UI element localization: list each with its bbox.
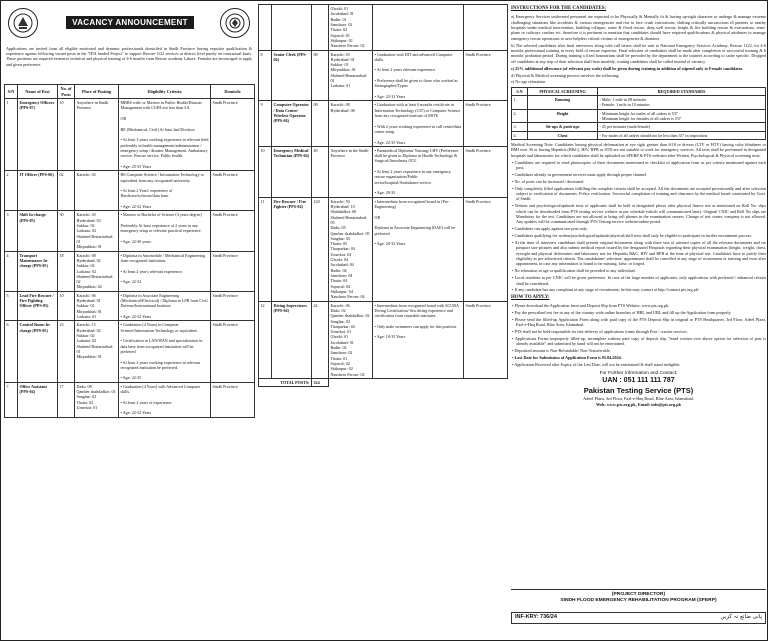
bullet-text: Candidates can apply against one post only. [514, 226, 588, 232]
std-cell-screening: Height [528, 109, 598, 123]
cell-num-posts: 24 [312, 301, 329, 378]
candidate-bullets [511, 160, 766, 293]
cell-domicile: Sindh Province [211, 99, 255, 171]
cell-place: Karachi: 20 Hyderabad: 03 Sukkur: 02 Larkana: 02 Shaheed Benazirabad: 01 Mirpurkhas: 01 [75, 211, 119, 251]
cell-sn: 10 [259, 146, 272, 197]
cell-num-posts: 17 [58, 382, 75, 417]
cell-post-name: Lead Fire Rescuer / Fire Fighting Officer (PPS-05) [18, 291, 58, 321]
posts-table-right [258, 4, 508, 387]
bullet-icon: • [512, 171, 515, 177]
bullet-icon: • [512, 355, 515, 361]
cell-post-name: Diving Supervisors (PPS-04) [272, 301, 312, 378]
cell-post-name: Emergency Medical Technician (PPS-04) [272, 146, 312, 197]
how-to-apply-title: HOW TO APPLY: [511, 294, 550, 300]
std-cell-standard: - 25 per minutes (male/female) [598, 123, 766, 131]
header-place: Place of Posting [75, 85, 119, 99]
bullet-icon: • [512, 159, 515, 165]
bullet-text: Only completely filled applications fulfilling the complete criteria shall be accepted. All the documents are accepted provisionally and after selection subject to verification of documents. Police verification. Successful completion of training and clearance by the medical board constituted by Govt. of Sindh. [514, 185, 767, 202]
std-cell-screening: Chest [528, 131, 598, 139]
list-item [511, 275, 766, 286]
cell-criteria: BS Computer Science / Information Technology or equivalent from any recognized university. • At least 2 Years' experience of Hardware/software/data base. • Age: 22-32 Years [119, 171, 211, 211]
how-text: Application Received after Expiry of the Last Date, will not be entertained & shall stand ineligible. [514, 361, 681, 367]
cell-sn: 5 [5, 291, 18, 321]
cell-domicile: Sindh Province [211, 382, 255, 417]
bullet-icon: • [512, 185, 515, 191]
cell-place: Anywhere in the Sindh Province [329, 146, 373, 197]
footer-bar [511, 612, 766, 624]
list-item [511, 317, 766, 328]
total-row [259, 378, 508, 386]
table-row [5, 99, 255, 171]
list-item [511, 329, 766, 334]
cell-place: Karachi: 02 [75, 171, 119, 211]
table-row [5, 171, 255, 211]
instruction-item: d) Physical & Medical screening process involves the following; [511, 72, 620, 78]
header-num: No. of Posts [58, 85, 75, 99]
list-item [511, 268, 766, 273]
emblem-icon [8, 8, 38, 38]
cell-sn: 11 [259, 197, 272, 301]
cell-post-name: Transport Maintenance In-charge (PPS-05) [18, 251, 58, 291]
cell-domicile: Sindh Province [464, 301, 508, 378]
how-text: Applications Forms improperly filled-up, incomplete without paid copy of deposit slip, "hand written over above option for selection of post is already available" and submitted by hand will not be entertained. [514, 335, 766, 347]
how-to-apply-list [511, 303, 766, 367]
table-row [5, 291, 255, 321]
how-text: Last Date for Submission of Application Form is 05.04.2024. [514, 355, 622, 361]
bullet-icon: • [512, 335, 515, 341]
list-item [511, 355, 766, 360]
cell-sn: 4 [5, 251, 18, 291]
posts-table-left [4, 84, 255, 418]
header-criteria: Eligibility Criteria [119, 85, 211, 99]
cell-post-name: Senior Clerk (PPS-04) [272, 50, 312, 101]
header-domicile: Domicile [211, 85, 255, 99]
cell-post-name: Emergency Officers (PPS-07) [18, 99, 58, 171]
table-row [259, 301, 508, 378]
column-left [4, 4, 254, 638]
cell-num-posts: 08 [312, 50, 329, 101]
how-text: Pay the prescribed test fee in any of the country wide online branches of HBL and UBL and fill up the Application form properly. [514, 309, 732, 315]
instruction-item: a) Emergency Services uniformed personnel are expected to be Physically & Mentally fit & having up-right character to undergo & manage extreme challenging situations like accidents & various emergencies and rise to face crush extrications, shifting critically unconscious ill patients to nearby hospitals under medical intervention, building collapse, water & flood rescue, deep well rescue, height & fire building rescue & evacuations, semi-plane or railways crashes etc. therefore it is pertinent to mention that candidates should have required qualifications & physical attributes to manage emergency rescue operations to save helpless critical victims of emergencies & disasters. [511, 14, 766, 41]
bullet-icon: • [512, 268, 515, 274]
cell-place: Karachi: 08 Hyderabad: 02 Sukkur: 02 Larkana: 02 Shaheed Benazirabad: 02 Mirpurkhas: 02 [75, 251, 119, 291]
list-item [511, 303, 766, 308]
seal-icon [220, 8, 250, 38]
bullet-text: If any candidate has any complaint at any stage of recruitment, he/she may contact at http://contact.pts.org.pk/ [514, 287, 699, 293]
bullet-icon: • [512, 239, 515, 245]
cell-criteria: • Diploma in Associate Engineering (Mechanical/Electrical) / Diploma in LFR from Civil Defense/International Institute. • Age: 22-32 Years [119, 291, 211, 321]
cell-post-name: Shift In-charge (PPS-05) [18, 211, 58, 251]
header-name: Name of Post [18, 85, 58, 99]
bullet-icon: • [512, 329, 515, 335]
std-cell-sn: 3. [512, 123, 528, 131]
bullet-icon: • [512, 348, 515, 354]
table-row [259, 50, 508, 101]
cell-post-name: Fire Rescuer / Fire Fighter (PPS-04) [272, 197, 312, 301]
bullet-text: Candidates already in government services must apply through proper channel. [514, 171, 648, 177]
std-header-standards: REQUIRED STANDARDS [598, 87, 766, 95]
bullet-icon: • [512, 287, 515, 293]
list-item [511, 310, 766, 315]
cell-place: Karachi: 08 Hyderabad: 08 [329, 101, 373, 147]
cell-domicile [464, 5, 508, 51]
bullet-text: At the time of interview candidates shall present original documents along with three sets of attested copies of all the relevant documents and six passport size pictures and also submit medical report issued by the designated Hospitals regarding their physical examination (height, weight, chest, eyesight and physical deformities and laboratory test for Hepatitis B&C, HIV and BPR at the time of physical test. Candidates have to justify their eligibility as per advertised criteria. The candidature/ selection/ appointment shall be cancelled at any stage of recruitment or training and even after appointment, in case any information is found to be missing, false, or forged. [514, 239, 766, 267]
cell-domicile: Sindh Province [464, 101, 508, 147]
cell-criteria: • Graduation with at least 6 months certificate in Information Technology (CIT) or Computer Science from any recognized institute of SBTE. • With 2 years working experience in call center/data center setup. • Age: 22-35 Years [373, 101, 464, 147]
cell-place: Karachi: 50 Hyderabad: 10 Shahdadkot: 06 Shaheed Benazirabad: 05 Dadu: 05 Qamber shahdadkot: 05 Sanghar: 05 Thatta: 05 Tharparkar: 04 Umerkot: 04 Ghotki: 04 Jacobabad: 04 Badin: 04 Jamshoro: 04 Thatta: 04 Sujawal: 04 Shikarpur: 04 Naushero Feroze: 04 [329, 197, 373, 301]
how-text: Please download the Application form and Deposit Slip from PTS Website: www.pts.org.pk. [514, 303, 670, 309]
cell-place: Karachi: 03 Hyderabad: 01 Sukkur: 01 Mirpurkhas: 01 Shaheed Benazirabad: 01 Larkana: 01 [329, 50, 373, 101]
list-item [511, 287, 766, 292]
physical-standards-table [511, 87, 766, 140]
std-header-screening: PHYSICAL SCREENING [528, 87, 598, 95]
list-item [511, 240, 766, 267]
list-item [511, 203, 766, 225]
cell-post-name: Control Room In-charge (PPS-05) [18, 321, 58, 382]
std-cell-standard: - Minimum height for males of all cadres is 5'4" - Minimum height for females of all cadres is 5'0" [598, 109, 766, 123]
intro-paragraph: Applications are invited from all eligible motivated and dynamic professionals domiciled in Sindh Province having requisite qualification & experience against following vacant posts in the "IDA funded Project" to support Rescue-1122 services at district level purely on contractual basis. These positions are required extensive technical and physical training of 4-6 months from Rescue academy Lahore. Females are encouraged to apply and given preference. [6, 46, 252, 67]
cell-num-posts: 02 [58, 171, 75, 211]
list-item [511, 179, 766, 184]
bullet-icon: • [512, 178, 515, 184]
table-row [5, 321, 255, 382]
pts-name: Pakistan Testing Service (PTS) [583, 386, 694, 396]
cell-place: Karachi: 15 Hyderabad: 02 Sukkur: 02 Larkana: 02 Shaheed Benazirabad: 01 Mirpurkhas: 01 [75, 321, 119, 382]
pts-address: Adeel Plaza, 3rd Floor, Fazl-e-Haq Road, Blue Area, Islamabad. [583, 396, 694, 402]
cell-criteria: • Diploma in Automobile / Mechanical Engineering from recognized institution. • At least 2 year's relevant experience. • Age: 22-32 [119, 251, 211, 291]
list-item [511, 226, 766, 231]
cell-criteria: • Graduation (4 Years) with Advanced Computer skills. • At least 2 years of experience. • Age: 22-32 Years [119, 382, 211, 417]
reference-number: INF-KRY: 736/24 [515, 614, 557, 621]
page-title: VACANCY ANNOUNCEMENT [66, 16, 194, 29]
std-cell-screening: Running [528, 96, 598, 110]
cell-criteria [373, 5, 464, 51]
cell-criteria: • Intermediate from recognized board in (Pre-Engineering) OR Diploma in Associate Engineering (DAE) will be preferred. • Age: 20-32 Years [373, 197, 464, 301]
table-header-row [5, 85, 255, 99]
cell-post-name: Computer Operator / Data Centre/ Wireless Operator (PPS-04) [272, 101, 312, 147]
cell-sn: 7 [5, 382, 18, 417]
std-cell-sn: 1. [512, 96, 528, 110]
medical-note: Medical Screening Note: Candidates having physical deformation at eye sight greater than 6/18 or drivers (LTV or HTV) having color blindness or BMI over 30 or having Hepatitis (B&C), HIV, HPB or STD are not suitable to work for emergency services. All tests shall be performed in designated hospitals and laboratories for which candidates shall be uploaded on SFERP & PTS websites after Written, Psychological & Physical screening tests. [511, 141, 766, 158]
cell-domicile: Sindh Province [464, 50, 508, 101]
cell-num-posts: 10 [58, 291, 75, 321]
cell-criteria: • Masters or Bachelor of Science (4 years degree) Preferably At least experience of 2 years in any emergency setup or relevant practical experience. • Age: 22-30 years [119, 211, 211, 251]
bullet-icon: • [512, 361, 515, 367]
cell-domicile: Sindh Province [211, 251, 255, 291]
cell-num-posts: 30 [58, 211, 75, 251]
list-item [511, 362, 766, 367]
table-row [259, 146, 508, 197]
cell-num-posts: 08 [312, 101, 329, 147]
project-director: (PROJECT DIRECTOR) [611, 592, 666, 597]
cell-sn: 1 [5, 99, 18, 171]
cell-place: Karachi: 06 Hyderabad: 01 Sukkur: 01 Mirpurkhas: 01 Larkana: 01 [75, 291, 119, 321]
cell-num-posts: 18 [58, 251, 75, 291]
instruction-item: b) The selected candidates after final interviews along with call letters shall be sent to National Emergency Services Academy, Rescue 1122, for 4-6 months professional training in every field of rescue expertise. Final selection of candidates shall be made after completion of successful training & 6 months' probation period. During training a fixed honorarium shall be provided by the department to the trainees according to cadre specific. Dropped off candidates at any step of their selection shall bear monthly, waiting candidates shall be called instead of vacancy. [511, 42, 766, 64]
cell-sn: 6 [5, 321, 18, 382]
instructions-list [511, 14, 766, 85]
cell-domicile: Sindh Province [211, 171, 255, 211]
column-middle [258, 4, 507, 638]
cell-num-posts: 10 [58, 99, 75, 171]
footer-director [511, 589, 766, 605]
cell-domicile: Sindh Province [211, 321, 255, 382]
table-row [5, 382, 255, 417]
bullet-icon: • [512, 275, 515, 281]
table-row [512, 131, 766, 139]
uan-number: UAN : 051 111 111 787 [602, 377, 675, 385]
cell-criteria: • Intermediate from recognized board with SCUBA Diving Certification/ Sea diving experience and certification from reputable institutes. • Only male swimmers can apply for this position. • Age: 18-35 Years [373, 301, 464, 378]
list-item [511, 233, 766, 238]
bullet-text: No relaxation in age or qualification shall be provided to any individual. [514, 268, 636, 274]
cell-num-posts: 49 [312, 146, 329, 197]
bullet-icon: • [512, 203, 515, 209]
cell-place: Anywhere in Sindh Province [75, 99, 119, 171]
cell-place: Karachi: 06 Dadu: 02 Qamber shahdadkot: 02 Sanghar: 02 Tharparkar: 02 Umerkot: 01 Ghotki: 01 Jacobabad: 01 Badin: 02 Jamshoro: 02 Thatta: 01 Sujawal: 02 Shikarpur: 02 Naushero Feroze: 02 [329, 301, 373, 378]
cell-place: Ghotki: 01 Jacobabad: 01 Badin: 01 Jamshoro: 02 Thatta: 02 Sujawal: 01 Shikarpur: 01 Naushero Feroze: 02 [329, 5, 373, 51]
header [4, 4, 254, 82]
bullet-icon: • [512, 303, 515, 309]
instruction-item: c) 25% additional allowance (of relevant pay scale) shall be given during training in addition of stipend only to Female candidates. [511, 65, 744, 71]
cell-post-name: Office Assistant (PPS-04) [18, 382, 58, 417]
pts-web: Web: www.pts.org.pk, Email: info@pts.org.pk [595, 401, 682, 407]
cell-sn: 12 [259, 301, 272, 378]
list-item [511, 186, 766, 202]
table-row [512, 123, 766, 131]
bullet-text: No. of posts can be increased / decreased. [514, 178, 585, 184]
table-row [5, 211, 255, 251]
bullet-icon: • [512, 309, 515, 315]
cell-domicile: Sindh Province [464, 197, 508, 301]
cell-sn: 9 [259, 101, 272, 147]
how-text: Deposited amount is Non-Refundable/ Non-Transferable. [514, 348, 611, 354]
cell-post-name [272, 5, 312, 51]
table-row [259, 197, 508, 301]
list-item [511, 336, 766, 347]
bullet-icon: • [512, 226, 515, 232]
std-cell-screening: Sit-ups & push-ups [528, 123, 598, 131]
table-row [259, 5, 508, 51]
program-name: SINDH FLOOD EMERGENCY REHABILITATION PROGRAM (SFERP) [560, 598, 717, 604]
cell-num-posts: 23 [58, 321, 75, 382]
table-row [512, 96, 766, 110]
cell-sn: 2 [5, 171, 18, 211]
cell-place: Dadu: 08 Qamber shahdadkot: 01 Sanghar: 02 Thatta: 02 Umerkot: 01 [75, 382, 119, 417]
std-cell-standard: - Male: 1 mile in 08 minutes - Female: 1 mile in 10 minutes [598, 96, 766, 110]
std-header-sn: S.N [512, 87, 528, 95]
std-cell-sn: 4. [512, 131, 528, 139]
how-text: Please send the filled-up Application Form along with paid copy of the PTS Deposit Slip in original to PTS Headquarter, 3rd Floor, Adeel Plaza, Fazl-e-Haq Road, Blue Area, Islamabad. [514, 316, 766, 328]
further-info: For Further Information and Contact: [599, 371, 678, 377]
table-row [259, 101, 508, 147]
header-sn: S/N [5, 85, 18, 99]
cell-sn [259, 5, 272, 51]
cell-criteria: MBBS with/ or Masters in Public Health/Disaster Management with CGPA not less than 3.0, OR BE (Mechanical, Civil) At least 2nd Division • At least 3 years working experience in relevant field preferably in health management/administration / emergency setup / disaster Management, Ambulatory service, Rescue service, Public health. • Age: 25-35 Years [119, 99, 211, 171]
cell-criteria: • Graduation with DIT and advanced Computer skills. • At least 2 years relevant experience. • Preference shall be given to those who worked as Stenographer/Typist • Age: 22-32 Years [373, 50, 464, 101]
urdu-slogan: پانی ضائع نہ کریں [720, 614, 762, 621]
total-label: TOTAL POSTS: [259, 378, 312, 386]
instruction-item: e) No age relaxation [511, 79, 546, 85]
cell-post-name: IT Officer (PPS-06) [18, 171, 58, 211]
list-item [511, 172, 766, 177]
bullet-text: Local residents as per CNIC will be given preference. In case of the large number of applicants, only applications with preferred / enhanced criteria shall be considered. [514, 275, 766, 286]
list-item [511, 348, 766, 353]
cell-criteria: • Paramedical Diploma/ Nursing/ LHV (Preference shall be given to Diploma in Health Technology & Surgical/Anesthesia /ICU. • At least 2 years experience in any emergency rescue organization/Public sector/hospital/Ambulance service. • Age: 20-35 [373, 146, 464, 197]
list-item [511, 160, 766, 171]
contact-block [511, 371, 766, 407]
table-row [512, 109, 766, 123]
how-text: PTS shall not be held responsible for late delivery of applications forms through Post / courier services. [514, 329, 688, 335]
cell-criteria: • Graduation (4 Years) in Computer Science/Information Technology or equivalent. • Certification in LAN/WAN and specialization in data base from recognized institution will be preferred. • At least 2 years working experience in relevant recognized institution be preferred. • Age: 22-35 [119, 321, 211, 382]
cell-sn: 8 [259, 50, 272, 101]
std-cell-sn: 2. [512, 109, 528, 123]
table-row [5, 251, 255, 291]
column-instructions [511, 4, 766, 638]
std-cell-standard: - For males of all cadres should not be less than 33" in inspiration. [598, 131, 766, 139]
cell-domicile: Sindh Province [211, 211, 255, 251]
instructions-title: INSTRUCTIONS FOR THE CANDIDATES: [511, 6, 607, 11]
cell-domicile: Sindh Province [211, 291, 255, 321]
cell-domicile: Sindh Province [464, 146, 508, 197]
cell-num-posts [312, 5, 329, 51]
bullet-text: Written and psychological/aptitude tests of applicants shall be held at designated places after physical fitness test as mentioned on Roll No. slips which can be downloaded from PTS testing service website as per schedule (which will communicated later). Original CNIC and Roll No slips are Mandatory for the test. Candidates are not allowed to bring cell phones in the examination centers. Change of test center, company is not allowed. Any updates will be communicated through PTS Testing service website/online portal. [514, 203, 767, 225]
bullet-text: Candidates qualifying for written/psychological/aptitude/physical/skill tests shall only be eligible to participate in further recruitment process. [514, 233, 753, 239]
cell-sn: 3 [5, 211, 18, 251]
bullet-icon: • [512, 233, 515, 239]
bullet-text: Candidates are required to send photocopies of their documents mentioned in checklist of application form as per criteria mentioned against each post. [514, 159, 766, 170]
cell-num-posts: 120 [312, 197, 329, 301]
bullet-icon: • [512, 316, 515, 322]
total-value: 324 [312, 378, 329, 386]
